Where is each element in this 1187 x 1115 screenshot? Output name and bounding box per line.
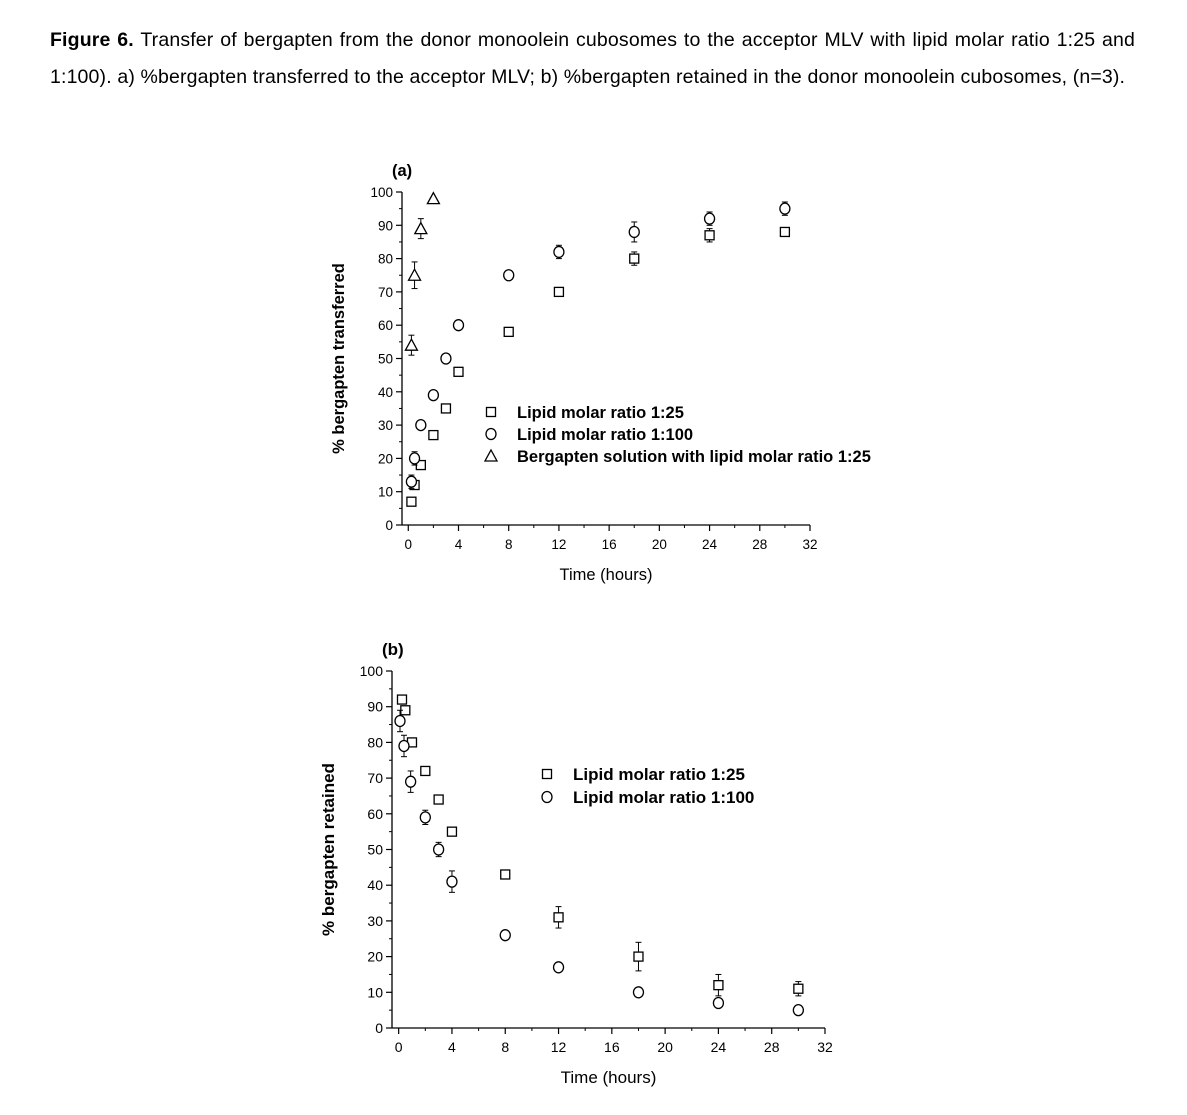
legend-label: Bergapten solution with lipid molar ratio 1:25 xyxy=(517,448,871,466)
circle-data-point xyxy=(395,715,405,726)
square-data-point xyxy=(407,497,416,506)
y-tick-label: 10 xyxy=(377,484,393,500)
y-tick-label: 30 xyxy=(367,912,383,929)
circle-data-point xyxy=(504,270,514,281)
x-tick-label: 24 xyxy=(702,537,718,552)
y-tick-label: 20 xyxy=(377,451,393,467)
legend-circle-symbol xyxy=(542,792,552,803)
square-data-point xyxy=(454,367,463,376)
square-data-point xyxy=(434,795,443,804)
y-tick-label: 90 xyxy=(377,218,393,234)
square-data-point xyxy=(634,952,643,961)
y-tick-label: 20 xyxy=(367,948,383,965)
circle-data-point xyxy=(554,962,564,973)
y-tick-label: 60 xyxy=(367,805,383,822)
circle-data-point xyxy=(500,930,510,941)
square-data-point xyxy=(554,913,563,922)
y-tick-label: 40 xyxy=(377,384,393,400)
circle-data-point xyxy=(399,740,409,751)
legend-label: Lipid molar ratio 1:100 xyxy=(573,788,755,807)
triangle-data-point xyxy=(415,223,427,234)
caption-text: Transfer of bergapten from the donor monoolein cubosomes to the acceptor MLV with lipid molar ratio 1:25 and 1:100). a) %bergapten transferred to the acceptor MLV; b) %bergapten retained in the donor monoolein cubosomes, (n=3). xyxy=(50,29,1135,88)
square-data-point xyxy=(441,404,450,413)
square-data-point xyxy=(554,287,563,296)
y-tick-label: 70 xyxy=(377,284,393,300)
x-tick-label: 20 xyxy=(651,537,667,552)
circle-data-point xyxy=(453,320,463,331)
legend-label: Lipid molar ratio 1:25 xyxy=(573,765,745,784)
square-data-point xyxy=(794,984,803,993)
square-data-point xyxy=(705,231,714,240)
y-tick-label: 40 xyxy=(367,877,383,894)
x-tick-label: 0 xyxy=(404,537,413,552)
square-data-point xyxy=(447,827,456,836)
legend-square-symbol xyxy=(487,408,496,417)
figure-caption xyxy=(50,22,1135,96)
chart-panel-a xyxy=(0,150,1187,600)
y-axis-title: % bergapten transferred xyxy=(330,263,348,454)
x-tick-label: 8 xyxy=(501,1039,510,1055)
panel-label: (b) xyxy=(382,640,404,659)
x-tick-label: 4 xyxy=(448,1039,456,1055)
triangle-data-point xyxy=(427,193,439,204)
legend-label: Lipid molar ratio 1:25 xyxy=(517,404,684,422)
circle-data-point xyxy=(629,226,639,237)
y-tick-label: 50 xyxy=(377,351,393,367)
x-axis-title: Time (hours) xyxy=(559,566,653,584)
circle-data-point xyxy=(406,476,416,487)
x-tick-label: 12 xyxy=(550,1039,567,1055)
circle-data-point xyxy=(420,812,430,823)
y-tick-label: 50 xyxy=(367,841,383,858)
x-tick-label: 24 xyxy=(710,1039,727,1055)
square-data-point xyxy=(780,227,789,236)
circle-data-point xyxy=(410,453,420,464)
y-tick-label: 100 xyxy=(359,663,383,679)
x-tick-label: 8 xyxy=(504,537,513,552)
y-tick-label: 60 xyxy=(377,318,393,334)
circle-data-point xyxy=(406,776,416,787)
x-tick-label: 4 xyxy=(454,537,463,552)
x-tick-label: 32 xyxy=(802,537,818,552)
circle-data-point xyxy=(713,998,723,1009)
square-data-point xyxy=(630,254,639,263)
square-data-point xyxy=(421,766,430,775)
panel-label: (a) xyxy=(392,162,413,180)
circle-data-point xyxy=(441,353,451,364)
circle-data-point xyxy=(780,203,790,214)
y-tick-label: 90 xyxy=(367,698,383,715)
x-tick-label: 16 xyxy=(601,537,617,552)
x-tick-label: 0 xyxy=(394,1039,403,1055)
x-tick-label: 20 xyxy=(657,1039,673,1055)
square-data-point xyxy=(397,695,406,704)
circle-data-point xyxy=(793,1005,803,1016)
y-tick-label: 100 xyxy=(370,185,393,200)
square-data-point xyxy=(429,431,438,440)
square-data-point xyxy=(504,327,513,336)
circle-data-point xyxy=(428,390,438,401)
y-tick-label: 0 xyxy=(385,518,393,533)
x-tick-label: 32 xyxy=(817,1039,833,1055)
y-tick-label: 70 xyxy=(367,770,383,787)
y-tick-label: 80 xyxy=(377,251,393,267)
legend-triangle-symbol xyxy=(485,450,497,461)
legend-square-symbol xyxy=(543,770,552,779)
legend-circle-symbol xyxy=(486,429,496,440)
square-data-point xyxy=(501,870,510,879)
legend-label: Lipid molar ratio 1:100 xyxy=(517,426,694,444)
y-axis-title: % bergapten retained xyxy=(319,763,338,936)
circle-data-point xyxy=(633,987,643,998)
circle-data-point xyxy=(434,844,444,855)
x-axis-title: Time (hours) xyxy=(560,1068,657,1087)
x-tick-label: 12 xyxy=(551,537,567,552)
circle-data-point xyxy=(705,213,715,224)
y-tick-label: 80 xyxy=(367,734,383,751)
triangle-data-point xyxy=(405,339,417,350)
x-tick-label: 28 xyxy=(752,537,768,552)
y-tick-label: 0 xyxy=(375,1020,383,1036)
chart-panel-b xyxy=(0,625,1187,1105)
triangle-data-point xyxy=(409,269,421,280)
y-tick-label: 30 xyxy=(377,418,393,434)
circle-data-point xyxy=(416,420,426,431)
x-tick-label: 16 xyxy=(604,1039,620,1055)
y-tick-label: 10 xyxy=(367,984,383,1001)
figure-label: Figure 6. xyxy=(50,29,134,51)
square-data-point xyxy=(714,981,723,990)
circle-data-point xyxy=(554,246,564,257)
circle-data-point xyxy=(447,876,457,887)
x-tick-label: 28 xyxy=(763,1039,780,1055)
